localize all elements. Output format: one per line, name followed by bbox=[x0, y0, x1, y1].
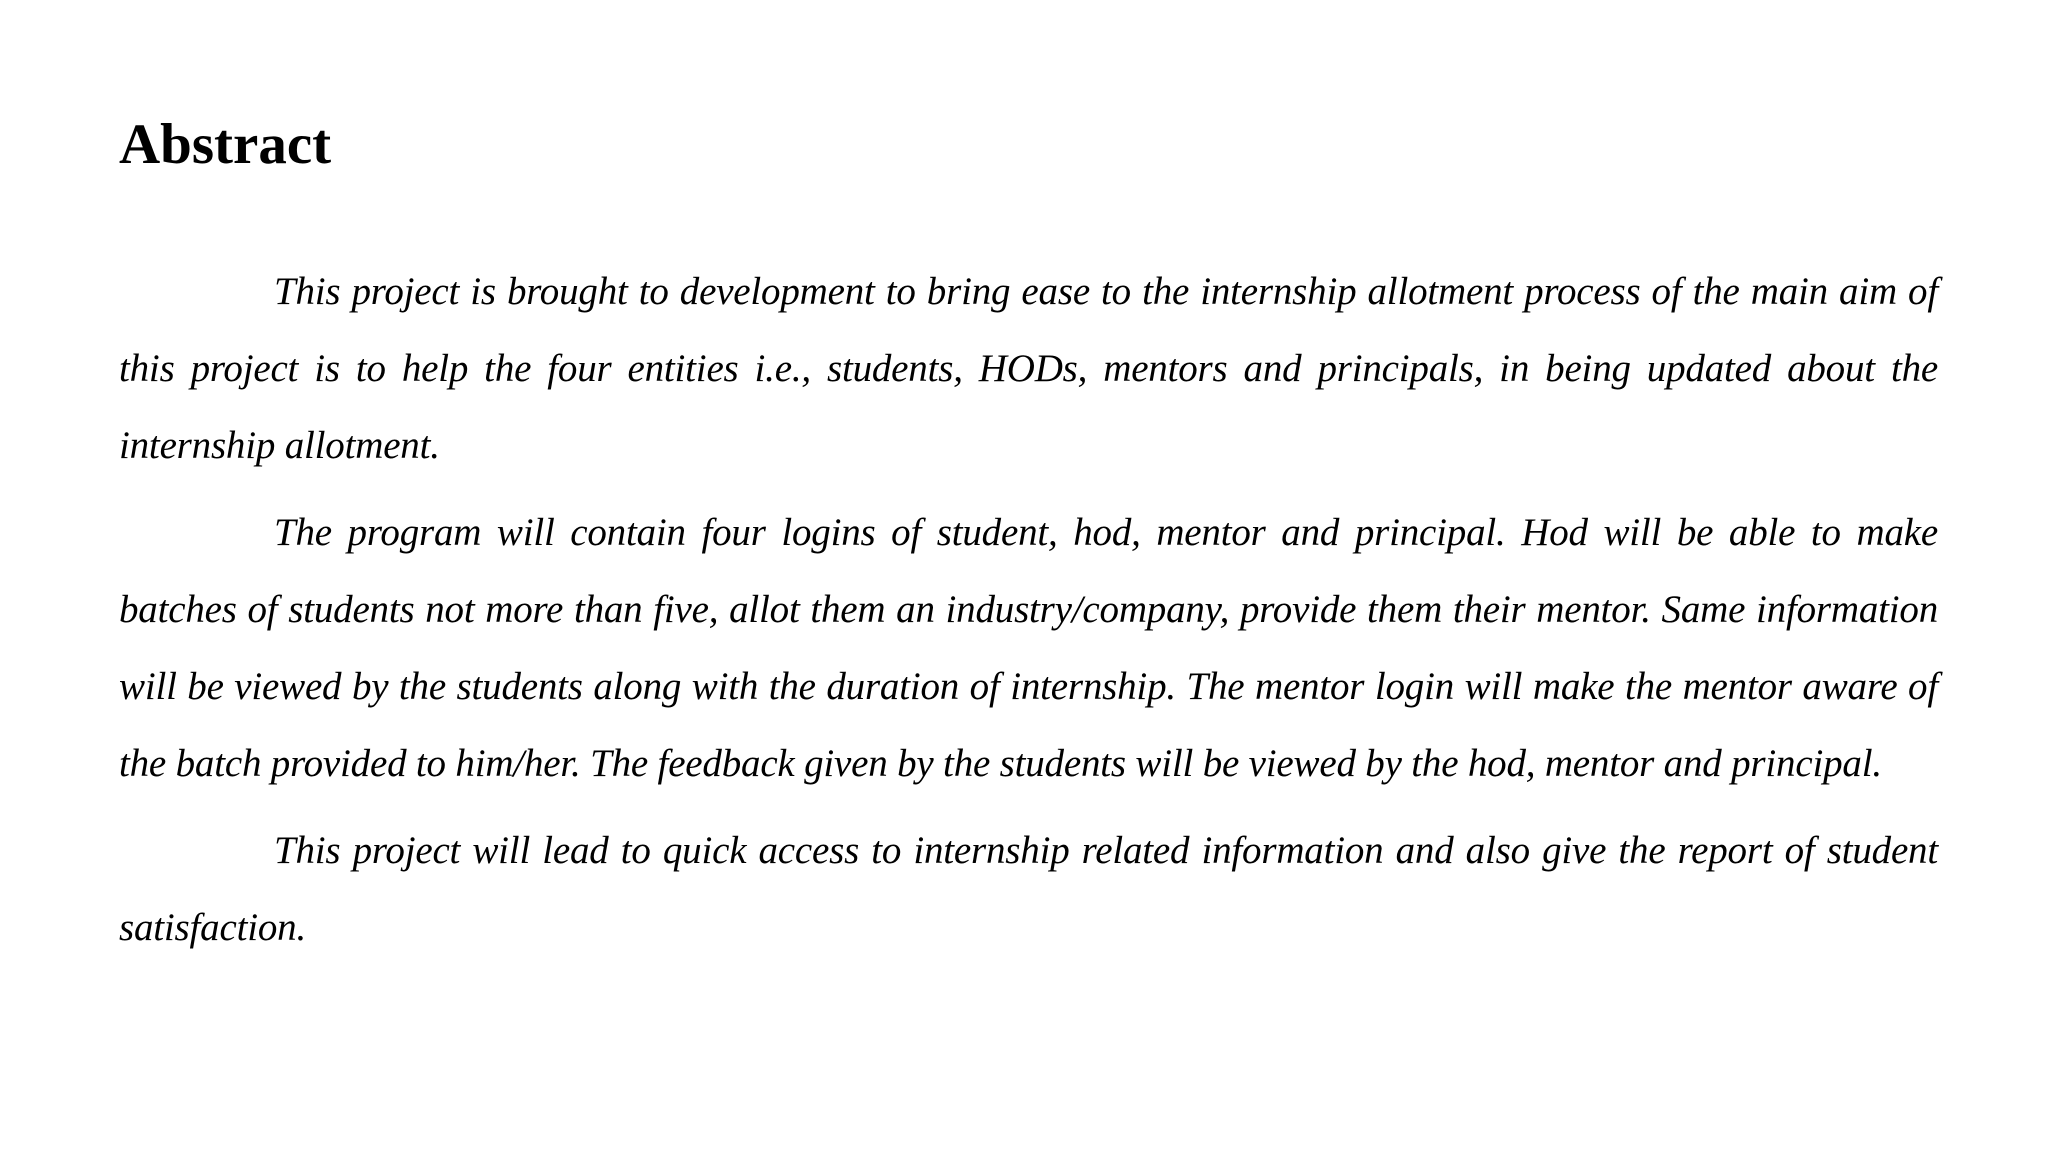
abstract-body bbox=[119, 253, 1938, 966]
abstract-paragraph-1: This project is brought to development to bring ease to the internship allotment process of the main aim of this project is to help the four entities i.e., students, HODs, mentors and principals, in being updated about the internship allotment. bbox=[119, 270, 1938, 467]
document-page bbox=[119, 110, 1938, 976]
abstract-paragraph-3: This project will lead to quick access to internship related information and also give the report of student satisfaction. bbox=[119, 829, 1938, 949]
abstract-heading: Abstract bbox=[119, 113, 332, 176]
abstract-paragraph-2: The program will contain four logins of student, hod, mentor and principal. Hod will be able to make batches of students not more than five, allot them an industry/company, provide them their mentor. Same information will be viewed by the students along with the duration of internship. The mentor login will make the mentor aware of the batch provided to him/her. The feedback given by the students will be viewed by the hod, mentor and principal. bbox=[119, 511, 1938, 785]
